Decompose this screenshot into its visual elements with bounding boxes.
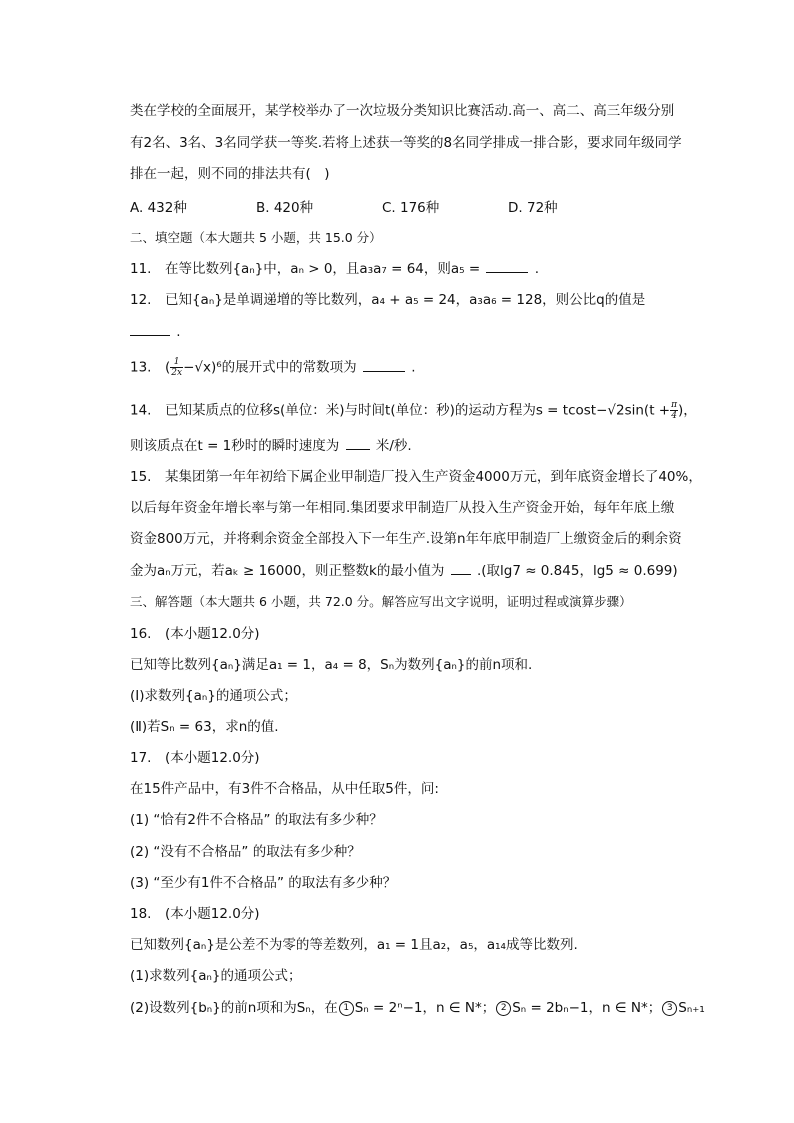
problem10-line2: 有2名、3名、3名同学获一等奖.若将上述获一等奖的8名同学排成一排合影，要求同年级同学 [130, 135, 682, 151]
problem10-line1: 类在学校的全面展开，某学校举办了一次垃圾分类知识比赛活动.高一、高二、高三年级分别 [130, 103, 675, 119]
question-17-line2: (1) “恰有2件不合格品” 的取法有多少种？ [130, 812, 383, 828]
question-14-line2 [130, 436, 690, 456]
question-14-text-d: 米/秒. [375, 438, 412, 454]
fraction-denominator: 2x [171, 368, 183, 378]
question-12-line2 [130, 322, 690, 342]
circled-number-3: 3 [662, 1001, 677, 1016]
question-15-line3: 资金800万元，并将剩余资金全部投入下一年生产.设第n年年底甲制造厂上缴资金后的剩余资 [130, 531, 682, 547]
question-17-line4: (3) “至少有1件不合格品” 的取法有多少种？ [130, 875, 397, 891]
question-16-line1: 已知等比数列{aₙ}满足a₁ = 1，a₄ = 8，Sₙ为数列{aₙ}的前n项和. [130, 657, 533, 673]
question-17-line3: (2) “没有不合格品” 的取法有多少种？ [130, 844, 361, 860]
question-16-title: 16. (本小题12.0分) [130, 626, 260, 642]
question-15-line1: 15. 某集团第一年年初给下属企业甲制造厂投入生产资金4000万元，到年底资金增长了40%， [130, 469, 702, 485]
question-18-text-d: Sₙ₊₁ [678, 1000, 705, 1016]
question-17-line1: 在15件产品中，有3件不合格品，从中任取5件，问: [130, 781, 439, 797]
option-b: B. 420种 [256, 200, 314, 216]
question-12-tail: . [176, 324, 181, 340]
question-13-fraction [170, 357, 183, 378]
question-15-line2: 以后每年资金年增长率与第一年相同.集团要求甲制造厂从投入生产资金开始，每年年底上缴 [130, 500, 675, 516]
question-15-text-a: 金为aₙ万元，若aₖ ≥ 16000，则正整数k的最小值为 [130, 563, 445, 579]
option-d: D. 72种 [508, 200, 558, 216]
question-14-text-c: 则该质点在t = 1秒时的瞬时速度为 [130, 438, 340, 454]
question-17-title: 17. (本小题12.0分) [130, 750, 260, 766]
section3-header: 三、解答题（本大题共 6 小题，共 72.0 分。解答应写出文字说明，证明过程或演算步骤） [130, 594, 632, 609]
question-13-tail: . [411, 359, 416, 376]
question-14-line1 [130, 400, 697, 421]
question-18-line2: (1)求数列{aₙ}的通项公式； [130, 968, 302, 984]
question-18-line1: 已知数列{aₙ}是公差不为零的等差数列，a₁ = 1且a₂，a₅，a₁₄成等比数列. [130, 937, 578, 953]
answer-blank-12 [130, 334, 170, 336]
answer-blank-11 [486, 271, 528, 273]
question-11-text: 11. 在等比数列{aₙ}中，aₙ > 0，且a₃a₇ = 64，则a₅ = [130, 261, 481, 277]
question-18-line3 [130, 998, 705, 1018]
answer-blank-13 [363, 370, 405, 372]
question-14-text-b: )， [678, 402, 697, 419]
question-13-middle: −√x)⁶的展开式中的常数项为 [183, 359, 357, 376]
circled-number-1: 1 [339, 1001, 354, 1016]
question-18-title: 18. (本小题12.0分) [130, 906, 260, 922]
circled-number-2: 2 [496, 1001, 511, 1016]
section2-header: 二、填空题（本大题共 5 小题，共 15.0 分） [130, 230, 382, 245]
question-16-line2: (Ⅰ)求数列{aₙ}的通项公式； [130, 688, 297, 704]
question-15-line4 [130, 561, 690, 581]
fraction-denominator: 4 [671, 411, 677, 421]
question-11 [130, 259, 690, 279]
question-18-text-a: (2)设数列{bₙ}的前n项和为Sₙ，在 [130, 1000, 338, 1016]
problem10-line3: 排在一起，则不同的排法共有( ) [130, 166, 330, 182]
question-15-text-b: .(取lg7 ≈ 0.845，lg5 ≈ 0.699) [476, 563, 678, 579]
answer-blank-14 [346, 448, 370, 450]
option-a: A. 432种 [130, 200, 187, 216]
question-14-fraction [670, 400, 678, 421]
question-18-text-b: Sₙ = 2ⁿ−1，n ∈ N*； [354, 1000, 496, 1016]
question-18-text-c: Sₙ = 2bₙ−1，n ∈ N*； [512, 1000, 662, 1016]
answer-blank-15 [451, 573, 471, 575]
question-11-tail: . [534, 261, 540, 277]
question-13 [130, 357, 690, 378]
question-14-text-a: 14. 已知某质点的位移s(单位：米)与时间t(单位：秒)的运动方程为s = tcost−√2sin(t + [130, 402, 671, 419]
question-13-prefix: 13. ( [130, 359, 171, 376]
problem10-options [130, 196, 690, 216]
fraction-numerator: π [671, 400, 678, 410]
fraction-numerator: 1 [170, 357, 183, 368]
question-12-line1: 12. 已知{aₙ}是单调递增的等比数列，a₄ + a₅ = 24，a₃a₆ = 128，则公比q的值是 [130, 292, 646, 308]
option-c: C. 176种 [382, 200, 440, 216]
question-16-line3: (Ⅱ)若Sₙ = 63，求n的值. [130, 719, 279, 735]
